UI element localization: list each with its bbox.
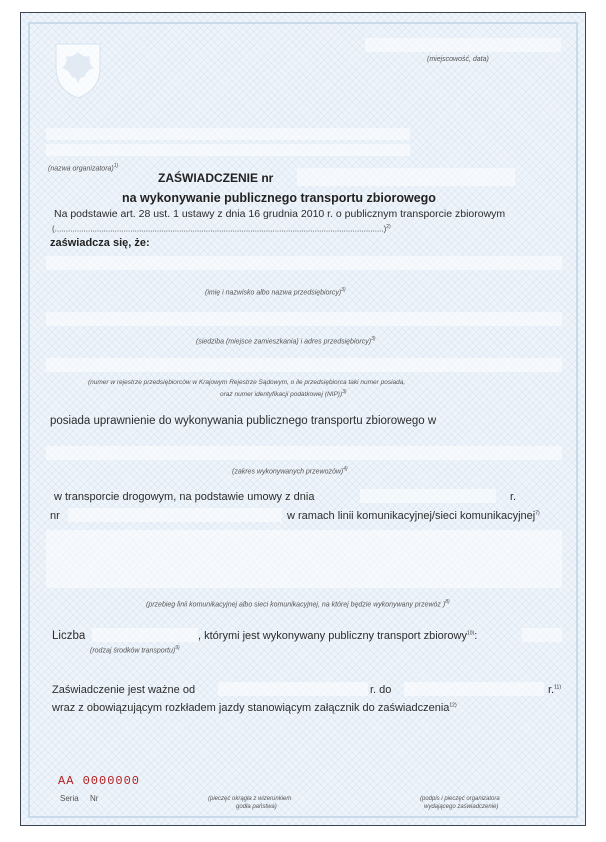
- seat-caption-text: (siedziba (miejsce zamieszkania) i adres przedsiębiorcy): [196, 338, 372, 346]
- contract-date-field[interactable]: [360, 489, 496, 503]
- contract-number-field[interactable]: [68, 508, 282, 522]
- register-caption-text: oraz numer identyfikacji podatkowej (NIP)): [220, 391, 343, 399]
- legal-dots: [52, 224, 391, 234]
- lines-text-sup: 7): [535, 510, 540, 517]
- lines-text-content: w ramach linii komunikacyjnej/sieci komunikacyjnej: [287, 510, 536, 522]
- scope-field[interactable]: [46, 446, 562, 460]
- valid-from-text: Zaświadczenie jest ważne od: [52, 684, 196, 696]
- name-caption-text: (imię i nazwisko albo nazwa przedsiębiorcy): [205, 289, 342, 297]
- count-sup: 10): [466, 630, 475, 637]
- valid-to-suffix: [548, 684, 561, 696]
- legal-basis: Na podstawie art. 28 ust. 1 ustawy z dnia 16 grudnia 2010 r. o publicznym transporcie zbiorowym: [54, 208, 506, 220]
- organizer-field[interactable]: [46, 128, 410, 140]
- signature-caption-line2: wydającego zaświadczenie): [424, 804, 499, 810]
- nr-label: Nr: [90, 794, 99, 803]
- entrepreneur-seat-caption: [196, 336, 376, 345]
- certifies-label: zaświadcza się, że:: [50, 237, 150, 249]
- stamp-caption-line1: (pieczęć okrągła z wizerunkiem: [208, 796, 292, 802]
- eagle-emblem-icon: [48, 38, 108, 100]
- vehicle-kind-caption: [90, 645, 180, 654]
- road-transport-text: w transporcie drogowym, na podstawie umowy z dnia: [54, 491, 315, 503]
- organizer-caption: [48, 163, 118, 172]
- schedule-text-content: wraz z obowiązującym rozkładem jazdy stanowiącym załącznik do zaświadczenia: [52, 702, 450, 714]
- place-date-caption: (miejscowość, data): [427, 56, 489, 63]
- certificate-number-field[interactable]: [297, 168, 515, 186]
- name-caption-sup: 3): [341, 287, 346, 293]
- contract-date-suffix: r.: [510, 491, 517, 503]
- route-caption: [146, 599, 450, 608]
- route-caption-text: (przebieg linii komunikacyjnej albo sieci komunikacyjnej, na której będzie wykonywany przewóz ): [146, 601, 446, 609]
- schedule-text: [52, 702, 457, 714]
- register-caption-line2: [220, 389, 347, 398]
- contract-nr-label: nr: [50, 510, 60, 522]
- stamp-caption-line2: godła państwa): [236, 804, 277, 810]
- count-colon: :: [474, 630, 478, 642]
- place-date-field[interactable]: [365, 38, 561, 52]
- schedule-sup: 12): [449, 702, 457, 709]
- series-label: Seria: [60, 794, 79, 803]
- valid-to-suffix-sup: 11): [554, 684, 561, 691]
- organizer-caption-text: (nazwa organizatora): [48, 165, 114, 173]
- lines-text: [287, 510, 540, 522]
- vehicle-count-field[interactable]: [92, 628, 198, 642]
- organizer-field-2[interactable]: [46, 144, 410, 156]
- register-caption-sup: 3): [342, 389, 347, 395]
- count-text-content: , którymi jest wykonywany publiczny transport zbiorowy: [198, 630, 467, 642]
- scope-caption-text: (zakres wykonywanych przewozów): [232, 468, 344, 476]
- valid-to-text: r. do: [370, 684, 392, 696]
- count-text: [198, 630, 477, 642]
- valid-from-field[interactable]: [218, 682, 368, 696]
- signature-caption-line1: (podpis i pieczęć organizatora: [420, 796, 500, 802]
- count-label: Liczba: [52, 630, 86, 642]
- entrepreneur-name-field[interactable]: [46, 256, 562, 270]
- certificate-subtitle: na wykonywanie publicznego transportu zbiorowego: [122, 191, 436, 205]
- register-caption-line1: (numer w rejestrze przedsiębiorców w Krajowym Rejestrze Sądowym, o ile przedsiębiorca taki numer posiada,: [88, 379, 406, 386]
- route-field[interactable]: [46, 530, 562, 588]
- valid-to-field[interactable]: [404, 682, 544, 696]
- certificate-title: ZAŚWIADCZENIE nr: [158, 171, 274, 185]
- organizer-caption-sup: 1): [113, 163, 119, 169]
- scope-caption: [232, 466, 348, 475]
- entrepreneur-name-caption: [205, 287, 346, 296]
- seat-caption-sup: 3): [371, 336, 376, 342]
- valid-to-suffix-text: r.: [548, 684, 555, 696]
- legal-dots-sup: 2): [386, 224, 391, 230]
- legal-dots-text: (....................................................................................................................................................): [52, 224, 387, 234]
- serial-number: AA 0000000: [58, 774, 141, 788]
- route-caption-sup: 8): [445, 599, 450, 605]
- entrepreneur-seat-field[interactable]: [46, 312, 562, 326]
- holds-rights-text: posiada uprawnienie do wykonywania publicznego transportu zbiorowego w: [50, 415, 437, 427]
- scope-caption-sup: 4): [343, 466, 348, 472]
- count-extra-field[interactable]: [522, 628, 562, 642]
- register-number-field[interactable]: [46, 358, 562, 372]
- kind-caption-sup: 9): [175, 645, 180, 651]
- kind-caption-text: (rodzaj środków transportu): [90, 647, 176, 655]
